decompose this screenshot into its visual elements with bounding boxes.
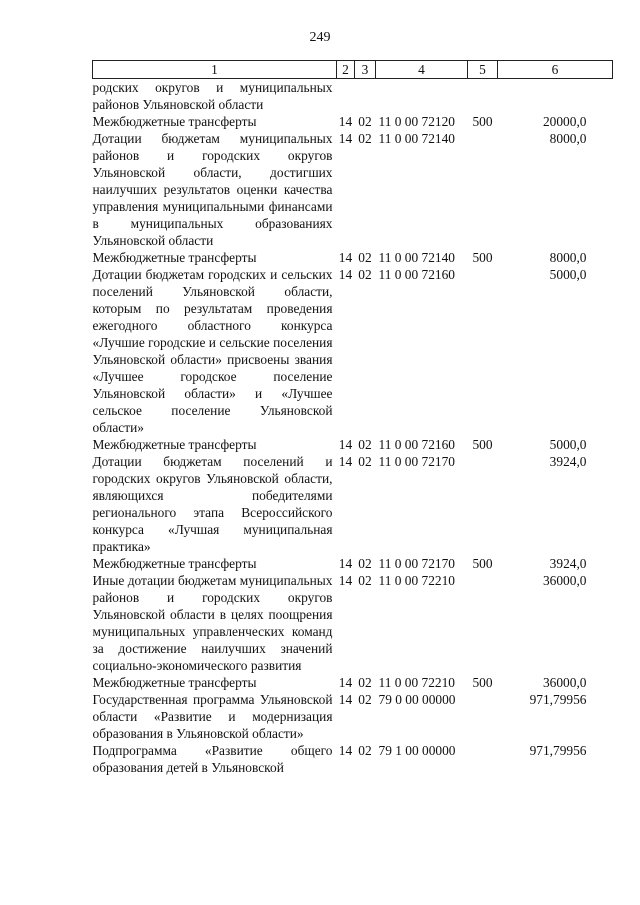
cell-vr: [468, 79, 498, 114]
table-row: [93, 79, 613, 114]
cell-rz: 14: [338, 556, 353, 571]
header-row: [93, 61, 613, 79]
cell-pr: 02: [358, 675, 372, 690]
header-col-5: 5: [468, 61, 498, 79]
cell-csr: 79 0 00 00000: [378, 692, 456, 707]
cell-rz: 14: [338, 267, 353, 282]
cell-amount: 20000,0: [542, 114, 587, 129]
cell-rz: 14: [338, 675, 353, 690]
cell-amount: 3924,0: [549, 454, 587, 469]
cell-rz: [337, 79, 355, 114]
cell-amount: 971,79956: [529, 743, 587, 758]
cell-amount: 36000,0: [542, 573, 587, 588]
cell-amount: 5000,0: [549, 267, 587, 282]
cell-vr: [468, 742, 498, 776]
table-row: [93, 691, 613, 742]
cell-vr: 500: [472, 114, 493, 129]
budget-table: [92, 60, 613, 776]
header-col-2: 2: [337, 61, 355, 79]
cell-rz: 14: [338, 250, 353, 265]
cell-pr: 02: [358, 267, 372, 282]
cell-csr: 79 1 00 00000: [378, 743, 456, 758]
table-row: [93, 113, 613, 130]
cell-vr: [468, 266, 498, 436]
header-col-4: 4: [376, 61, 468, 79]
cell-rz: 14: [338, 743, 353, 758]
cell-amount: [498, 79, 613, 114]
cell-pr: 02: [358, 250, 372, 265]
table-row: [93, 453, 613, 555]
cell-name: Дотации бюджетам муниципальных районов и городских округов Ульяновской области, достигших наилучших результатов оценки качества управления муниципальными финансами в муниципальных образованиях Ульяновской области: [92, 131, 333, 248]
cell-amount: 971,79956: [529, 692, 587, 707]
cell-name: Межбюджетные трансферты: [92, 114, 257, 129]
cell-amount: 36000,0: [542, 675, 587, 690]
cell-pr: 02: [358, 692, 372, 707]
cell-pr: 02: [358, 131, 372, 146]
cell-name: Подпрограмма «Развитие общего образования детей в Ульяновской: [92, 743, 333, 775]
cell-rz: 14: [338, 114, 353, 129]
cell-amount: 5000,0: [549, 437, 587, 452]
cell-rz: 14: [338, 573, 353, 588]
cell-csr: 11 0 00 72120: [378, 114, 455, 129]
cell-pr: 02: [358, 573, 372, 588]
cell-amount: 8000,0: [549, 250, 587, 265]
cell-rz: 14: [338, 692, 353, 707]
cell-vr: [468, 453, 498, 555]
table-row: [93, 436, 613, 453]
cell-pr: [355, 79, 376, 114]
cell-amount: 8000,0: [549, 131, 587, 146]
table-row: [93, 555, 613, 572]
table-row: [93, 572, 613, 674]
cell-name: Государственная программа Ульяновской области «Развитие и модернизация образования в Ульяновской области»: [92, 692, 333, 741]
cell-name: Иные дотации бюджетам муниципальных районов и городских округов Ульяновской области в целях поощрения муниципальных управленческих команд за достижение наилучших значений социально-экономического развития: [92, 573, 333, 673]
cell-name: Межбюджетные трансферты: [92, 675, 257, 690]
cell-vr: [468, 572, 498, 674]
header-col-6: 6: [498, 61, 613, 79]
header-col-3: 3: [355, 61, 376, 79]
cell-csr: 11 0 00 72160: [378, 437, 455, 452]
header-col-1: 1: [93, 61, 337, 79]
cell-csr: 11 0 00 72140: [378, 131, 455, 146]
page-number: 249: [309, 30, 331, 45]
cell-vr: [468, 691, 498, 742]
cell-name: родских округов и муниципальных районов Ульяновской области: [92, 80, 333, 112]
cell-vr: [468, 130, 498, 249]
cell-csr: 11 0 00 72140: [378, 250, 455, 265]
cell-name: Межбюджетные трансферты: [92, 437, 257, 452]
cell-vr: 500: [472, 437, 493, 452]
cell-pr: 02: [358, 437, 372, 452]
cell-name: Дотации бюджетам городских и сельских поселений Ульяновской области, которым по результатам проведения ежегодного областного конкурса «Лучшие городские и сельские поселения Ульяновской области» присвоены звания «Лучшее городское поселение Ульяновской области» и «Лучшее сельское поселение Ульяновской области»: [92, 267, 333, 435]
cell-vr: 500: [472, 556, 493, 571]
cell-rz: 14: [338, 437, 353, 452]
cell-name: Дотации бюджетам поселений и городских округов Ульяновской области, являющихся победителями регионального этапа Всероссийского конкурса «Лучшая муниципальная практика»: [92, 454, 333, 554]
table-row: [93, 249, 613, 266]
table-row: [93, 674, 613, 691]
cell-pr: 02: [358, 556, 372, 571]
cell-csr: 11 0 00 72210: [378, 573, 455, 588]
cell-csr: 11 0 00 72170: [378, 556, 455, 571]
cell-vr: 500: [472, 250, 493, 265]
cell-pr: 02: [358, 454, 372, 469]
cell-csr: [376, 79, 468, 114]
cell-amount: 3924,0: [549, 556, 587, 571]
cell-name: Межбюджетные трансферты: [92, 250, 257, 265]
cell-pr: 02: [358, 743, 372, 758]
cell-name: Межбюджетные трансферты: [92, 556, 257, 571]
cell-csr: 11 0 00 72170: [378, 454, 455, 469]
cell-pr: 02: [358, 114, 372, 129]
cell-rz: 14: [338, 131, 353, 146]
cell-csr: 11 0 00 72160: [378, 267, 455, 282]
table-row: [93, 266, 613, 436]
cell-rz: 14: [338, 454, 353, 469]
cell-vr: 500: [472, 675, 493, 690]
cell-csr: 11 0 00 72210: [378, 675, 455, 690]
table-row: [93, 742, 613, 776]
table-row: [93, 130, 613, 249]
